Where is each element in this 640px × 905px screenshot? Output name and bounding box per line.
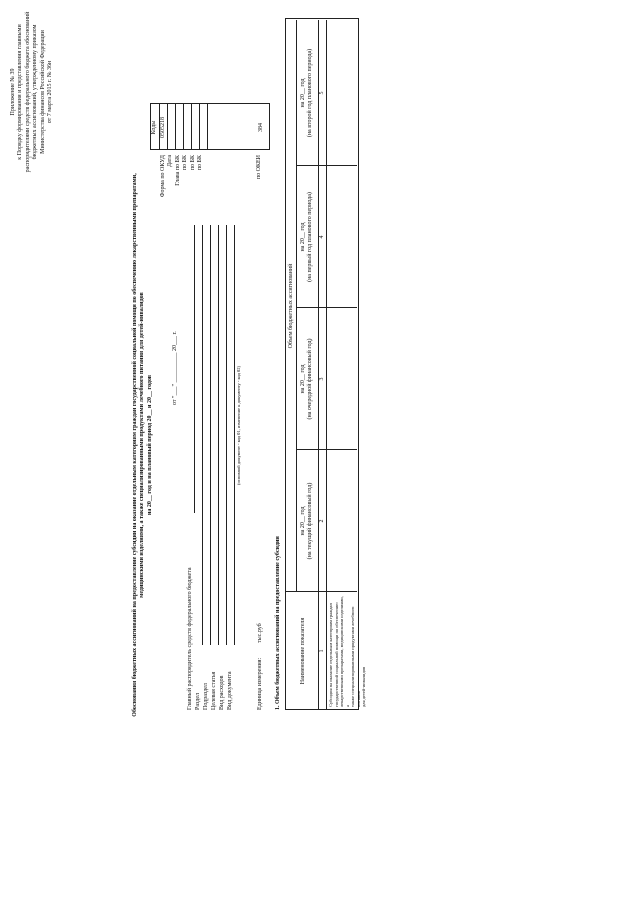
appendix-header-line: к Порядку формирования и представления главными <box>17 24 24 160</box>
field-underline <box>226 225 227 645</box>
title-line: Обоснования бюджетных ассигнований на предоставление субсидии на оказание отдельным категориям граждан государственной социальной помощи по обеспечению лекарственными препаратами, <box>132 173 138 717</box>
indicator-name-line: государственной социальной помощи по обеспечению <box>333 602 339 707</box>
codes-row-divider <box>207 104 208 150</box>
table-header-col-year: на 20__ год <box>300 506 306 536</box>
indicator-name-line: также специализированными продуктами лечебного питания <box>350 606 361 707</box>
field-label-subsection: Подраздел <box>203 683 209 710</box>
field-underline <box>202 225 203 645</box>
indicator-name-line: для детей-инвалидов <box>361 666 366 707</box>
table-header-divider <box>296 20 297 592</box>
codes-row-divider <box>175 104 176 150</box>
table-col-number: 5 <box>318 91 325 95</box>
table-header-col-desc: (на второй год планового периода) <box>307 48 314 138</box>
appendix-header-line: от 7 марта 2015 г. № 36н <box>47 60 54 124</box>
table-header-col <box>300 450 315 592</box>
code-label: Форма по ОКУД <box>160 155 166 198</box>
okei-label: по ОКЕИ <box>256 155 262 180</box>
unit-label: Единица измерения: <box>257 657 263 710</box>
code-label: Дата <box>167 155 174 167</box>
table-col-number: 3 <box>318 377 325 381</box>
field-label-document-type: Вид документа <box>227 671 233 710</box>
field-underline <box>194 225 195 513</box>
table-header-col <box>300 20 315 166</box>
title-line: медицинскими изделиями, а также специализированными продуктами лечебного питания для детей-инвалидов <box>139 292 146 598</box>
code-label: по БК <box>197 155 204 171</box>
table-header-col-desc: (на текущий финансовый год) <box>307 482 314 560</box>
code-okud-value: 0505218 <box>160 117 166 138</box>
title-line: на 20__ год и на плановый период 20__ и 20__ годов <box>146 374 153 516</box>
document-title <box>132 125 154 765</box>
table-header-col-desc: (на первый год планового периода) <box>307 192 314 282</box>
table-row-indicator-name <box>328 594 367 707</box>
field-underline <box>234 225 235 645</box>
codes-labels <box>160 155 204 215</box>
table-col-number: 1 <box>318 649 325 653</box>
field-label-main-manager: Главный распорядитель средств федерального бюджета <box>187 567 193 710</box>
table-header-col-desc: (на очередной финансовый год) <box>307 338 314 420</box>
appendix-header-line: бюджетных ассигнований, утвержденному приказом <box>32 24 39 160</box>
code-label: Глава по БК <box>174 155 181 186</box>
codes-row-divider <box>183 104 184 150</box>
appendix-header-line: Приложение № 39 <box>10 68 16 116</box>
document-type-note: (основной документ - код 01, изменение к документу - код 02) <box>236 365 241 485</box>
table-header-col <box>300 166 315 308</box>
indicator-name-line: Субсидия на оказание отдельным категориям граждан <box>328 603 333 707</box>
table-header-col-year: на 20__ год <box>300 78 306 108</box>
table-header-col <box>300 308 315 450</box>
field-underline <box>210 225 211 645</box>
table-header-indicator: Наименование показателя <box>300 617 306 685</box>
codes-header: Коды <box>151 120 157 135</box>
table-numbers-divider <box>326 20 327 710</box>
field-label-section: Раздел <box>195 693 201 710</box>
table-header-group: Объем бюджетных ассигнований <box>288 263 294 349</box>
date-line: от "___" __________ 20___ г. <box>172 331 178 405</box>
codes-box <box>150 103 270 150</box>
codes-row-divider <box>191 104 192 150</box>
appendix-header-line: распорядителями средств федерального бюджета обоснований <box>24 11 31 173</box>
unit-value: тыс.руб <box>257 623 263 643</box>
table-header-col-year: на 20__ год <box>300 222 306 252</box>
table-col-number: 4 <box>318 235 325 239</box>
code-okei-value: 384 <box>258 123 264 132</box>
field-label-expense-type: Вид расходов <box>219 675 225 710</box>
appendix-header <box>10 7 54 177</box>
appendix-header-line: Министерства финансов Российской Федерации <box>39 30 46 154</box>
field-label-target-article: Целевая статья <box>211 671 217 710</box>
code-label: по БК <box>182 155 189 171</box>
field-underline <box>218 225 219 645</box>
codes-row-divider <box>199 104 200 150</box>
table-header-col-year: на 20__ год <box>300 364 306 394</box>
code-label: по БК <box>189 155 196 171</box>
table-col-number: 2 <box>318 519 325 523</box>
indicator-name-line: лекарственными препаратами, медицинскими изделиями, а <box>339 596 350 707</box>
section-1-title: 1. Объем бюджетных ассигнований на предоставление субсидии <box>275 536 281 710</box>
